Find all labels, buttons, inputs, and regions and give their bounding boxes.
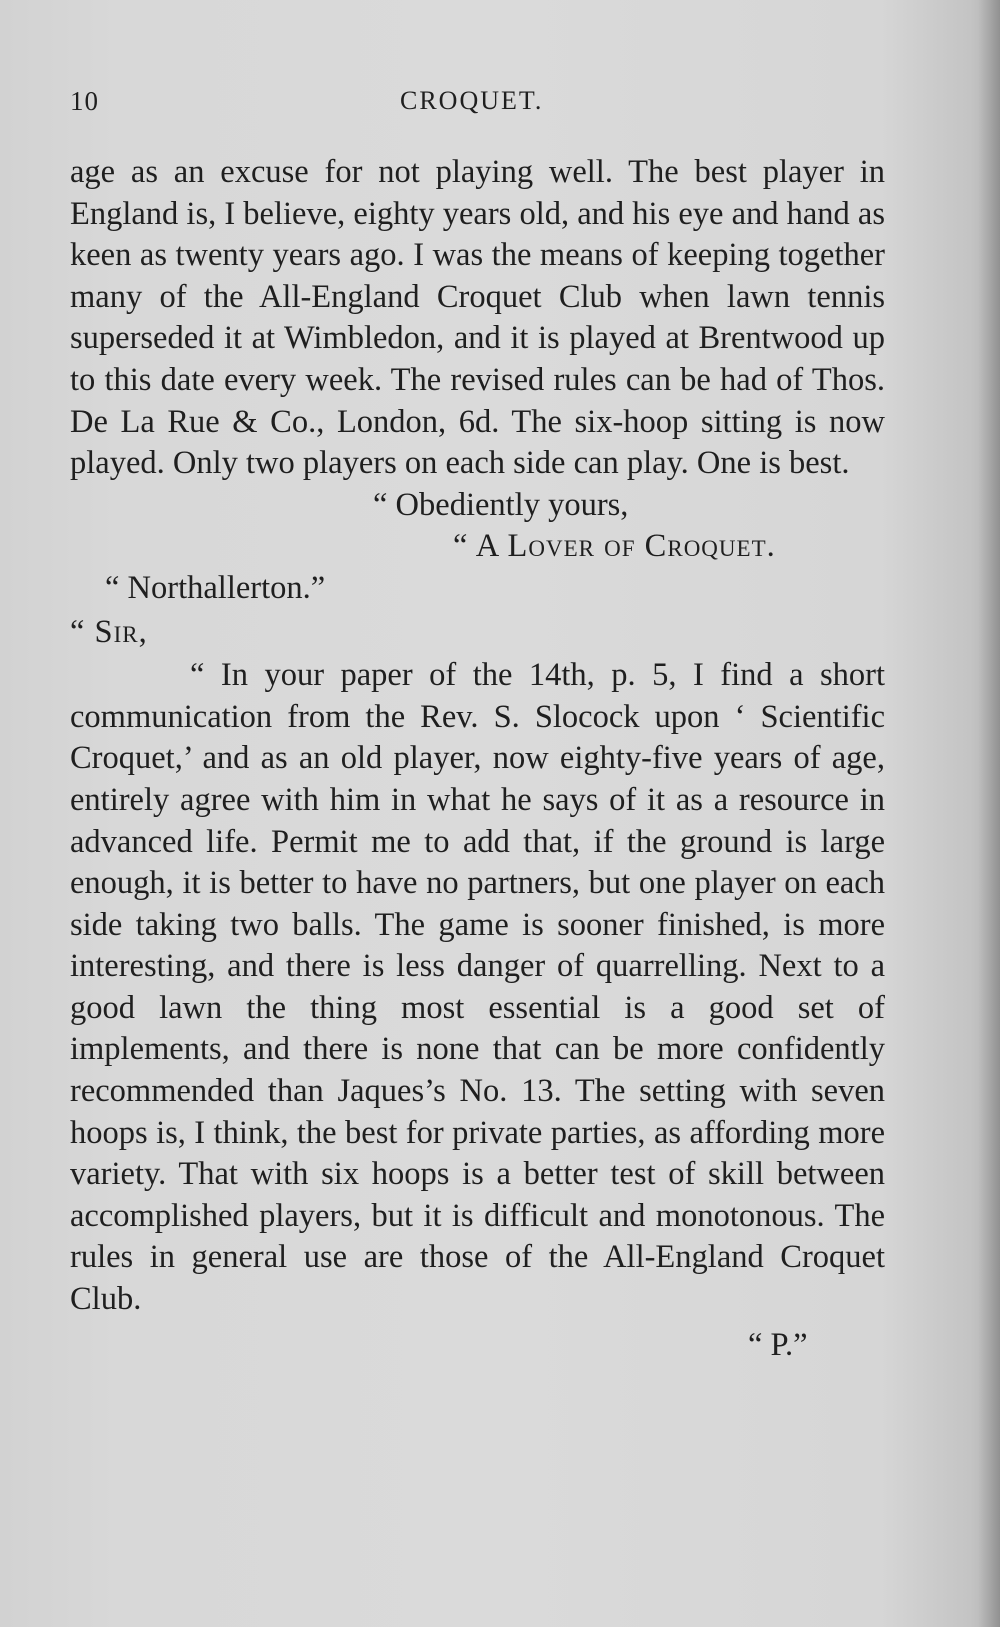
- running-head: [70, 86, 890, 122]
- letter-signature: “ P.”: [748, 1326, 808, 1363]
- letter-body-paragraph: age as an excuse for not playing well. The best player in England is, I believe, eighty years old, and his eye and hand as keen as twenty years ago. I was the means of keeping together many of the All-England Croquet Club when lawn tennis superseded it at Wimbledon, and it is played at Brentwood up to this date every week. The revised rules can be had of Thos. De La Rue & Co., London, 6d. The six-hoop sitting is now played. Only two players on each side can play. One is best.: [70, 154, 885, 482]
- page-body: [70, 152, 885, 1366]
- letter-salutation: “ Sir,: [70, 613, 148, 650]
- letter-body-paragraph: “ In your paper of the 14th, p. 5, I find a short communication from the Rev. S. Slocock upon ‘ Scientific Croquet,’ and as an old player, now eighty-five years of age, entirely agree with him in what he says of it as a resource in advanced life. Permit me to add that, if the ground is large enough, it is better to have no partners, but one player on each side taking two balls. The game is sooner finished, is more interesting, and there is less danger of quarrelling. Next to a good lawn the thing most essential is a good set of implements, and there is none that can be more confidently recommended than Jaques’s No. 13. The setting with seven hoops is, I think, the best for private parties, as affording more variety. That with six hoops is a better test of skill between accomplished players, but it is difficult and monotonous. The rules in general use are those of the All-England Croquet Club.: [70, 657, 885, 1318]
- running-title: CROQUET.: [400, 86, 544, 115]
- letter-closing: “ Obediently yours,: [373, 486, 629, 523]
- letter-signature: “ A Lover of Croquet.: [453, 528, 776, 565]
- page-number: 10: [70, 86, 99, 116]
- letter-place: “ Northallerton.”: [105, 569, 326, 606]
- page-edge-shadow: [978, 0, 1000, 1627]
